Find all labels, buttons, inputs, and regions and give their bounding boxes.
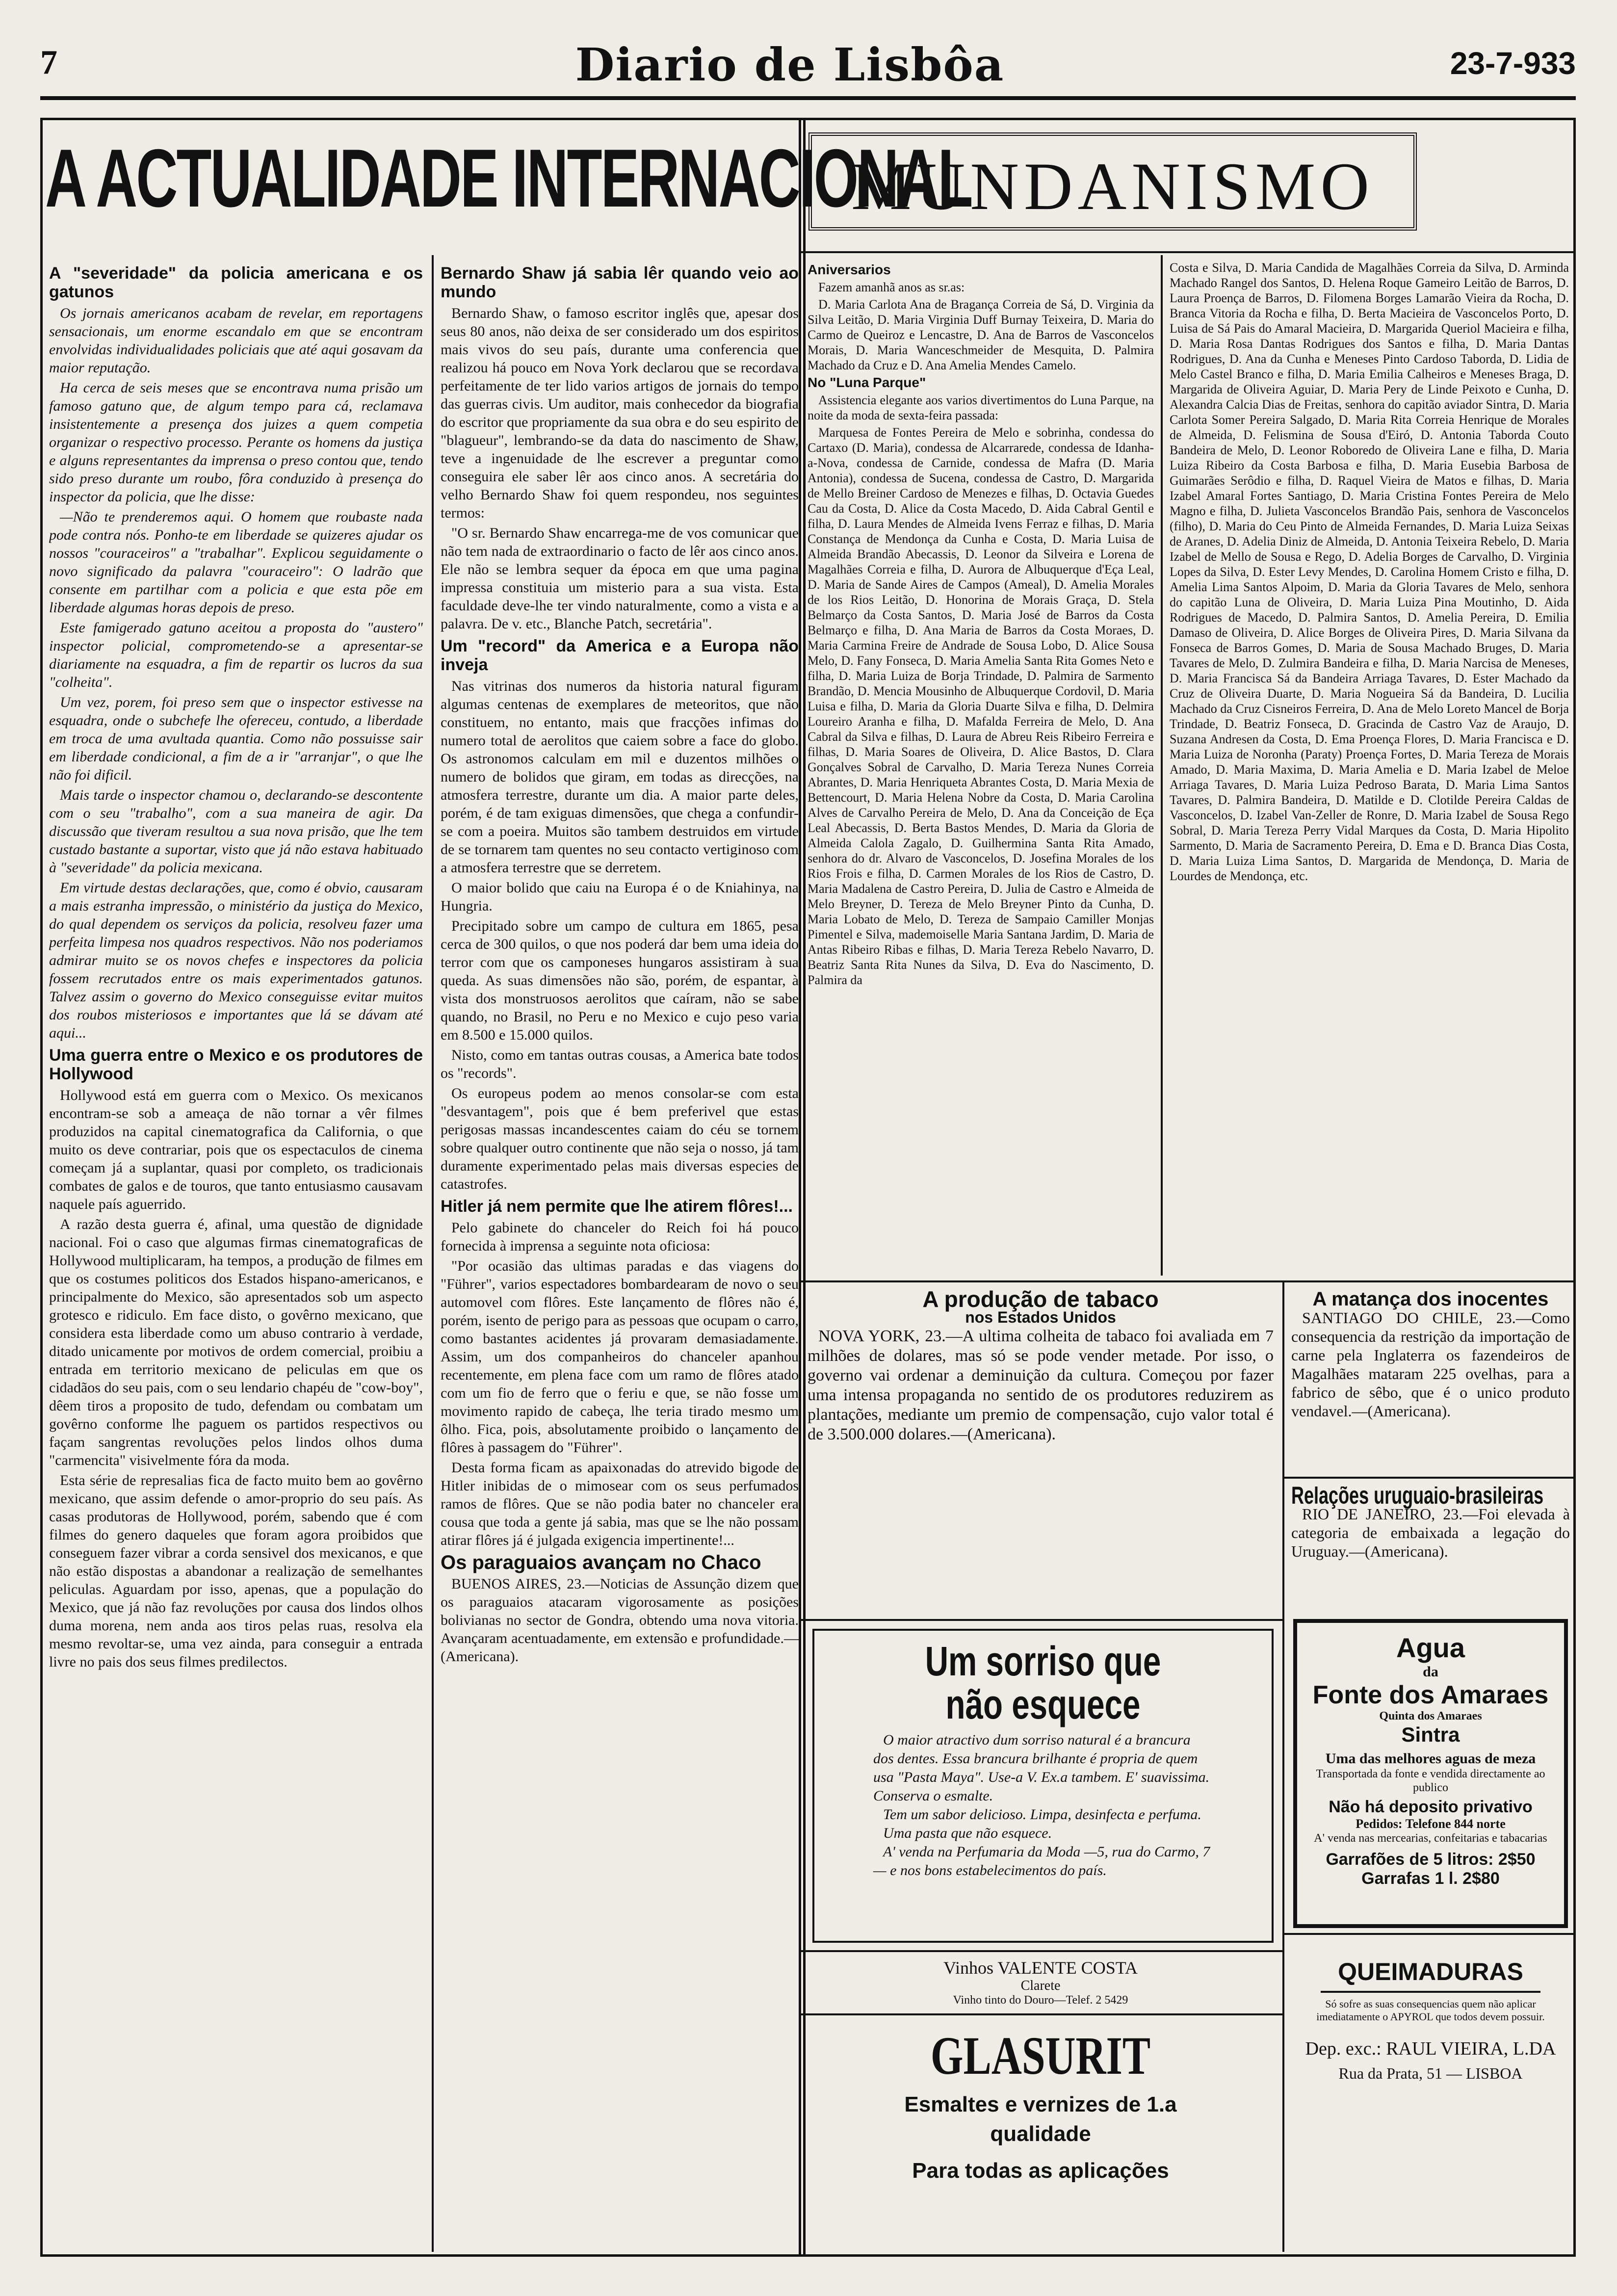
- paragraph: —Não te prenderemos aqui. O homem que roubaste nada pode contra nós. Ponho-te em liberdade se quizeres ajudar os nossos "couraceiros" a "trabalhar". Explicou seguidamente o novo significado da palavra "couraceiro": O ladrão que consente em partilhar com a policia e que esta põe em liberdade algumas horas depois de preso.: [49, 509, 423, 616]
- headline-policia: A "severidade" da policia americana e os gatunos: [49, 264, 423, 301]
- mundanismo-column-1: [808, 260, 1154, 1276]
- ad-valente-line: Vinho tinto do Douro—Telef. 2 5429: [953, 1994, 1128, 2007]
- ad-agua-price: Garrafas 1 l. 2$80: [1361, 1869, 1500, 1888]
- article-relacoes: [1291, 1487, 1570, 1604]
- ad-headline: Um sorriso que não esquece: [925, 1638, 1161, 1727]
- ad-agua-line: da: [1423, 1664, 1438, 1680]
- section-title: A ACTUALIDADE INTERNACIONAL: [45, 132, 972, 224]
- ad-agua-brand: Fonte dos Amaraes: [1312, 1681, 1549, 1709]
- paragraph: Mais tarde o inspector chamou o, declarando-se descontente com o seu "trabalho", com a sua maneira de agir. Da discussão que tiveram resultou a sua nova prisão, que lhe tem custado bastante a suportar, visto que já não estava habituado à "severidade" da policia mexicana.: [49, 787, 423, 876]
- headline-hitler: Hitler já nem permite que lhe atirem flôres!...: [441, 1197, 793, 1216]
- ad-text: O maior atractivo dum sorriso natural é a brancura dos dentes. Essa brancura brilhante é propria de quem usa "Pasta Maya". Use-a V. Ex.a tambem. E' suavissima. Conserva o esmalte.: [873, 1732, 1210, 1804]
- ad-agua-line: Pedidos: Telefone 844 norte: [1356, 1817, 1506, 1831]
- ad-agua-line: Quinta dos Amaraes: [1379, 1710, 1482, 1722]
- ad-pasta-maya: [812, 1629, 1274, 1943]
- paragraph: Um vez, porem, foi preso sem que o inspector estivesse na esquadra, onde o subchefe lhe ofereceu, contudo, a liberdade em troca de uma avultada quantia. Como não possuisse sair em liberdade condicional, a fim de a ir "arranjar", o que lhe não foi dificil.: [49, 694, 423, 783]
- section-divider: [801, 251, 1574, 253]
- ad-agua-line: Agua: [1396, 1632, 1465, 1663]
- page-number: 7: [40, 44, 57, 81]
- column-divider: [1161, 255, 1163, 1276]
- paragraph: Em virtude destas declarações, que, como é obvio, causaram a mais estranha impressão, o ministério da justiça do Mexico, do qual dependem os serviços da policia, resolveu fazer uma perfeita limpesa nos quadros respectivos. Não nos poderiamos admirar muito se os novos chefes e inspectores da policia fossem recrutados entre os mais experimentados gatunos. Talvez assim o governo do Mexico conseguisse evitar muitos dos roubos misteriosos e importantes que lá se dávam até aqui...: [49, 880, 423, 1041]
- ad-agua-line: Sintra: [1401, 1723, 1460, 1746]
- subhead-luna-parque: No "Luna Parque": [808, 375, 926, 390]
- section-divider: [801, 2013, 1284, 2015]
- headline-shaw: Bernardo Shaw já sabia lêr quando veio ao mundo: [441, 264, 799, 301]
- paragraph: Bernardo Shaw, o famoso escritor inglês que, apesar dos seus 80 anos, não deixa de ser considerado um dos espiritos mais vivos do seu país, durante uma conferencia que realizou há pouco em Nova York declarou que se recordava perfeitamente de ter lido varios artigos de jornais do tempo das guerras civis. Um auditor, mais conhecedor da biografia do escritor que propriamente da sua obra e do seu espirito de "blagueur", lembrando-se da data do nascimento de Shaw, teve a ingenuidade de lhe escrever a preguntar como conseguira ele saber lêr aos cinco anos. A secretária do velho Bernardo Shaw foi quem respondeu, nos seguintes termos:: [441, 305, 799, 521]
- paragraph: D. Maria Carlota Ana de Bragança Correia de Sá, D. Virginia da Silva Leitão, D. Maria Virginia Duff Burnay Teixeira, D. Maria do Carmo de Queiroz e Lencastre, D. Ana de Barros de Vasconcelos Morais, D. Maria Wanceschmeider de Mesquita, D. Palmira Machado da Cruz e D. Ana Amelia Mendes Camelo.: [808, 297, 1154, 372]
- paragraph: Pelo gabinete do chanceler do Reich foi há pouco fornecida à imprensa a seguinte nota oficiosa:: [441, 1220, 799, 1254]
- subhead-aniversarios: Aniversarios: [808, 262, 891, 277]
- ad-queimaduras-line: Rua da Prata, 51 — LISBOA: [1338, 2064, 1523, 2082]
- section-divider: [801, 1619, 1284, 1621]
- ad-agua-line: Não há deposito privativo: [1329, 1798, 1533, 1816]
- section-divider: [1284, 1477, 1574, 1479]
- paragraph: "O sr. Bernardo Shaw encarrega-me de vos comunicar que não tem nada de extraordinario o facto de lêr aos cinco anos. Ele não se lembra sequer da época em que uma pagina impressa constituia um misterio para a sua vista. Esta faculdade deve-lhe ter vindo naturalmente, como a vista e a palavra. De v. etc., Blanche Patch, secretária".: [441, 525, 799, 632]
- article-tabaco: [808, 1290, 1274, 1614]
- ad-agua-line: Uma das melhores aguas de meza: [1325, 1750, 1536, 1767]
- ad-text: A' venda na Perfumaria da Moda —5, rua do Carmo, 7— e nos bons estabelecimentos do país.: [873, 1844, 1210, 1879]
- paragraph: SANTIAGO DO CHILE, 23.—Como consequencia da restrição da importação de carne pela Inglaterra os fazendeiros de Magalhães mataram 225 ovelhas, para a fabrico de sêbo, que é o unico produto vendavel.—(Americana).: [1291, 1309, 1570, 1420]
- paragraph: Nas vitrinas dos numeros da historia natural figuram algumas centenas de exemplares de meteoritos, que não constituem, no entanto, mais que fracções infimas do numero total de aerolitos que caiem sobre a face do globo. Os astronomos calculam em mil e duzentos milhões o numero de bolidos que giram, em todas as direcções, na atmosfera terrestre, durante um dia. A maior parte deles, porém, é de tam exiguas dimensões, que chega a confundir-se com a poeira. Muitos são tambem destruidos em virtude de se tornarem tam quentes no seu contacto vertiginoso com a atmosfera terrestre que se derretem.: [441, 678, 799, 876]
- ad-queimaduras-title: QUEIMADURAS: [1338, 1958, 1523, 1985]
- paragraph: Os europeus podem ao menos consolar-se com esta "desvantagem", pois que é bem preferivel que estas perigosas massas incandescentes caiam do céu se tornem sobre qualquer outro continente que não seja o nosso, já tam duramente experimentado pelas mais diversas especies de catastrofes.: [441, 1085, 799, 1192]
- paragraph: Esta série de represalias fica de facto muito bem ao govêrno mexicano, que assim defende o amor-proprio do seu país. As casas produtoras de Hollywood, porém, sabendo que é com filmes do genero daqueles que foram agora proibidos que conseguem fazer vibrar a corda sensivel dos mexicanos, e que não estão dispostas a abandonar a realização de semelhantes peliculas. Aguardam por isso, apenas, que a população do Mexico, que já não faz revoluções por causa dos lindos olhos duma morena, nem anda aos tiros pelas ruas, resolva ela mesmo revoltar-se, uma vez ainda, para conseguir a entrada livre no pais dos seus filmes predilectos.: [49, 1472, 423, 1670]
- paragraph: Assistencia elegante aos varios divertimentos do Luna Parque, na noite da moda de sexta-feira passada:: [808, 393, 1154, 422]
- section-divider: [801, 1280, 1574, 1282]
- article-inocentes: [1291, 1290, 1570, 1487]
- ad-agua-price: Garrafões de 5 litros: 2$50: [1326, 1850, 1536, 1869]
- article-column-2: [441, 260, 799, 2252]
- mundanismo-title: MUNDANISMO: [851, 149, 1375, 224]
- ad-queimaduras: [1291, 1957, 1570, 2154]
- headline-relacoes: Relações uruguaio-brasileiras: [1291, 1487, 1544, 1509]
- issue-date: 23-7-933: [1450, 46, 1576, 81]
- headline-hollywood: Uma guerra entre o Mexico e os produtores de Hollywood: [49, 1046, 423, 1083]
- headline-record: Um "record" da America e a Europa não inveja: [441, 637, 799, 674]
- paragraph: RIO DE JANEIRO, 23.—Foi elevada à categoria de embaixada a legação do Uruguay.—(Americana).: [1291, 1505, 1570, 1560]
- ad-glasurit-line: Para todas as aplicações: [912, 2159, 1169, 2183]
- headline-tabaco: A produção de tabaco: [922, 1290, 1159, 1312]
- paragraph: Costa e Silva, D. Maria Candida de Magalhães Correia da Silva, D. Arminda Machado Rangel dos Santos, D. Helena Roque Gameiro Leitão de Barros, D. Laura Proença de Barros, D. Filomena Borges Lamarão Vieira da Rocha, D. Branca Vitoria da Rocha e filha, D. Berta Macieira de Vasconcelos Porto, D. Luisa de Sá Pais do Amaral Macieira, D. Margarida Queriol Macieira e filha, D. Maria Rosa Dantas Rodrigues dos Santos e filha, D. Maria Dantas Rodrigues, D. Ana da Cunha e Meneses Pinto Cardoso Taborda, D. Lidia de Melo Castel Branco e filha, D. Maria Emilia Calheiros e Meneses Braga, D. Margarida de Oliveira Aguiar, D. Maria Pery de Linde Peixoto e Cunha, D. Alexandra Calcia Dias de Freitas, senhora do capitão aviador Sintra, D. Maria Carlota Somer Pereira Salgado, D. Maria Rita Correia Henrique de Morales de Almeida, D. Felismina de Sousa d'Eiró, D. Antonia Taborda Couto Bandeira de Melo, D. Leonor Roboredo de Oliveira Lane e filha, D. Maria Luiza Ribeiro da Costa Barbosa e filha, D. Maria Eusebia Barbosa de Guimarães Serôdio e filha, D. Raquel Vieira de Matos e filhas, D. Maria Izabel Amaral Fortes Santiago, D. Maria Cristina Fontes Pereira de Melo Magno e filha, D. Julieta Vasconcelos Brandão Pais, senhora de Vasconcelos (filho), D. Maria do Ceu Pinto de Almeida Fernandes, D. Maria Luiza Seixas de Aranes, D. Adelia Diniz de Almeida, D. Antonia Teixeira Rebelo, D. Maria Izabel de Mello de Sousa e Rego, D. Adelia Borges de Carvalho, D. Virginia Lopes da Silva, D. Ester Levy Mendes, D. Carolina Homem Cristo e filha, D. Amelia Lima Santos Alpoim, D. Maria da Gloria Tavares de Melo, senhora do capitão Luna de Oliveira, D. Maria Luiza Pina Moutinho, D. Aida Rodrigues de Macedo, D. Palmira Santos, D. Amelia Pereira, D. Emilia Damaso de Oliveira, D. Alice Borges de Oliveira Pires, D. Maria Silvana da Fonseca de Barros Gomes, D. Maria de Sousa Machado Bruges, D. Maria Tavares de Melo, D. Zulmira Bandeira e filha, D. Maria Narcisa de Meneses, D. Maria Francisca Sá da Bandeira Arriaga Tavares, D. Ester Machado da Cruz de Oliveira Duarte, D. Maria Nogueira Sá da Bandeira, D. Lucilia Machado da Cruz Cisneiros Ferreira, D. Ana de Melo Loreto Mancel de Borja Trindade, D. Beatriz Fonseca, D. Gracinda de Castro Vaz de Araujo, D. Suzana Andresen da Costa, D. Ema Proença Flores, D. Maria Francisca e D. Maria Luiza de Noronha (Paraty) Proença Fortes, D. Maria Tereza de Morais Amado, D. Maria Maxima, D. Maria Amelia e D. Maria Izabel de Meloe Arriaga Tavares, D. Maria Luiza Pedroso Barata, D. Maria Lima Santos Tavares, D. Palmira Bandeira, D. Matilde e D. Clotilde Pereira Caldas de Vasconcelos, D. Izabel Van-Zeller de Ronre, D. Maria Izabel de Sousa Rego Sobral, D. Maria Tereza Perry Vidal Marques da Costa, D. Maria Hipolito Sarmento, D. Maria de Sacramento Pereira, D. Ema e D. Branca Dias Costa, D. Maria Luiza Lima Santos, D. Margarida de Mendonça, D. Maria de Lourdes de Mendonça, etc.: [1170, 261, 1569, 883]
- ad-valente-costa: [808, 1957, 1274, 2007]
- paragraph: Os jornais americanos acabam de revelar, em reportagens sensacionais, um enorme escandalo em que se encontram envolvidas individualidades policiais que até aqui gosavam da maior reputação.: [49, 305, 423, 376]
- paragraph: Fazem amanhã anos as sr.as:: [818, 280, 965, 294]
- ad-glasurit: [808, 2021, 1274, 2247]
- ad-text: Uma pasta que não esquece.: [883, 1825, 1052, 1841]
- paragraph: BUENOS AIRES, 23.—Noticias de Assunção dizem que os paraguaios atacaram vigorosamente as posições bolivianas no sector de Gondra, obtendo uma nova vitoria. Avançaram acentuadamente, em extensão e profundidade.—(Americana).: [441, 1576, 799, 1665]
- mundanismo-column-2: [1170, 260, 1569, 1276]
- paragraph: O maior bolido que caiu na Europa é o de Kniahinya, na Hungria.: [441, 880, 799, 914]
- paragraph: A razão desta guerra é, afinal, uma questão de dignidade nacional. Foi o caso que algumas firmas cinematograficas de Hollywood multiplicaram, ha tempos, a produção de filmes em que os costumes politicos dos Estados hispano-americanos, e principalmente do Mexico, são apresentados sob um aspecto grotesco e ridiculo. Em face disto, o govêrno mexicano, que considera esta liberdade como um abuso contrario à verdade, ditado unicamente por motivos de ordem comercial, proibiu a entrada em territorio mexicano de peliculas em que os cidadãos do seu pais, com o seu lendario chapéu de "cow-boy", dêem tiros a proposito de tudo, defendam ou combatam um govêrno conforme lhe paguem os partidos respectivos ou façam sangrentas revoluções pelos lindos olhos duma "carmencita" visivelmente fóra da moda.: [49, 1216, 423, 1468]
- ad-agua-frame: [1293, 1619, 1568, 1928]
- subheadline-tabaco: nos Estados Unidos: [965, 1308, 1116, 1326]
- paragraph: Ha cerca de seis meses que se encontrava numa prisão um famoso gatuno que, de algum tempo para cá, reclamava insistentemente a presença dos juizes a quem competia organizar o respectivo processo. Perante os homens da justiça e alguns representantes da imprensa o preso contou que, tendo sido preso durante um roubo, fôra conduzido à presença do inspector da policia, que lhe disse:: [49, 380, 423, 505]
- ad-glasurit-line: Esmaltes e vernizes de 1.a qualidade: [904, 2092, 1177, 2146]
- ad-text: Tem um sabor delicioso. Limpa, desinfecta e perfuma.: [883, 1806, 1201, 1823]
- newspaper-title: Diario de Lisbôa: [575, 38, 1005, 91]
- paragraph: Este famigerado gatuno aceitou a proposta do "austero" inspector policial, comprometendo-se a apresentar-se diariamente na esquadra, a fim de repartir os lucros da sua "colheita".: [49, 620, 423, 690]
- column-divider: [432, 255, 434, 2252]
- ad-agua-line: Transportada da fonte e vendida directamente ao publico: [1316, 1768, 1545, 1794]
- paragraph: Hollywood está em guerra com o Mexico. Os mexicanos encontram-se sob a ameaça de não tornar a vêr filmes produzidos na capital cinematografica da California, o que muito os deve contrariar, pois que os espectaculos de cinema começam já a suplantar, quasi por completo, os tradicionais combates de galos e de touros, que tanto entusiasmo causavam naquele país aguerrido.: [49, 1087, 423, 1212]
- ad-valente-line: Vinhos VALENTE COSTA: [943, 1958, 1138, 1978]
- ad-queimaduras-line: Só sofre as suas consequencias quem não aplicar imediatamente o APYROL que todos devem possuir.: [1316, 1998, 1545, 2023]
- paragraph: Precipitado sobre um campo de cultura em 1865, pesa cerca de 300 quilos, o que nos poderá dar bem uma ideia do terror com que os camponeses hungaros assistiram à sua queda. As suas dimensões não são, porém, de espantar, à vista dos monstruosos aerolitos que caíram, não se sabe quando, no Brasil, no Peru e no Mexico e cujo peso varia em 8.500 e 15.000 quilos.: [441, 918, 799, 1043]
- column-divider: [1282, 1282, 1284, 2252]
- article-column-1: [49, 260, 423, 2252]
- paragraph: NOVA YORK, 23.—A ultima colheita de tabaco foi avaliada em 7 milhões de dolares, mas só se pode vender metade. Por isso, o governo vai ordenar a deminuição da cultura. Começou por fazer uma intensa propaganda no sentido de os produtores reduzirem as plantações, mediante um premio de compensação, cujo valor total é de 3.500.000 dolares.—(Americana).: [808, 1327, 1274, 1443]
- headline-inocentes: A matança dos inocentes: [1312, 1290, 1549, 1310]
- paragraph: Desta forma ficam as apaixonadas do atrevido bigode de Hitler inibidas de o mimosear com os seus perfumados ramos de flôres. Que se não podia bater no chanceler era cousa que toda a gente já sabia, mas que se lhe não possam atirar flôres já é julgada exigencia impertinente!...: [441, 1460, 799, 1548]
- paragraph: Nisto, como em tantas outras cousas, a America bate todos os "records".: [441, 1047, 799, 1081]
- ad-queimaduras-line: Dep. exc.: RAUL VIEIRA, L.DA: [1305, 2038, 1556, 2059]
- ad-valente-line: Clarete: [1020, 1978, 1061, 1993]
- headline-chaco: Os paraguaios avançam no Chaco: [441, 1552, 761, 1573]
- paragraph: Marquesa de Fontes Pereira de Melo e sobrinha, condessa do Cartaxo (D. Maria), condessa de Alcarrarede, condessa de Idanha-a-Nova, condessa de Carnide, condessa de Mafra (D. Maria Antonia), condessa de Sucena, condessa de Castro, D. Margarida de Mello Breiner Cardoso de Menezes e filhas, D. Octavia Guedes Cau da Costa, D. Alice da Costa Macedo, D. Aida Cabral Gentil e filha, D. Laura Mendes de Almeida Ivens Ferraz e filhas, D. Maria Constança de Mendonça da Cunha e Costa, D. Maria Luisa de Almeida Brandão Abecassis, D. Leonor da Silveira e Lorena de Magalhães Correia e filha, D. Aurora de Albuquerque d'Eça Leal, D. Maria de Sande Aires de Campos (Ameal), D. Amelia Morales de los Rios Leitão, D. Honorina de Morais Graça, D. Stela Belmarço da Costa Santos, D. Maria José de Barros da Costa Belmarço e filha, D. Ana Maria de Barros da Costa Moraes, D. Maria Carmina Freire de Andrade de Sousa Lobo, D. Alice Sousa Melo, D. Fany Fonseca, D. Maria Amelia Santa Rita Gomes Neto e filha, D. Maria Luiza de Borja Trindade, D. Palmira de Sarmento Brandão, D. Mencia Mousinho de Albuquerque Cordovil, D. Maria Luisa e filha, D. Maria da Gloria Duarte Silva e filha, D. Delmira Loureiro Aranha e filha, D. Mafalda Ferreira de Melo, D. Ana Cabral da Silva e filhas, D. Laura de Abreu Reis Ribeiro Ferreira e filhas, D. Maria Soares de Oliveira, D. Alice Bastos, D. Clara Gonçalves Sobral de Carvalho, D. Maria Tereza Nunes Correia Abrantes, D. Maria Henriqueta Abrantes Costa, D. Maria Mexia de Bettencourt, D. Maria Helena Nobre da Costa, D. Maria Carolina Alves de Carvalho Pereira de Melo, D. Ana da Conceição de Eça Leal Abecassis, D. Berta Bastos Mendes, D. Maria da Gloria de Almeida Calola Zagalo, D. Guilhermina Santa Rita Amado, senhora do dr. Alvaro de Vasconcelos, D. Josefina Morales de los Rios Frois e filha, D. Carmen Morales de los Rios de Castro, D. Maria Madalena de Castro Pereira, D. Julia de Castro e Almeida de Melo Breyner, D. Tereza de Melo Breyner Pinto da Cunha, D. Maria Lobato de Melo, D. Tereza de Sampaio Camiller Monjas Pimentel e Silva, mademoiselle Maria Santana Jardim, D. Maria de Antas Ribeiro Ribas e filhas, D. Maria Tereza Rebelo Navarro, D. Beatriz Santa Rita Nunes da Silva, D. Eva do Nascimento, D. Palmira da: [808, 425, 1154, 987]
- section-divider: [801, 1950, 1284, 1952]
- masthead-rule: [40, 96, 1576, 100]
- ad-glasurit-brand: GLASURIT: [930, 2026, 1151, 2086]
- ad-agua-line: A' venda nas mercearias, confeitarias e tabacarias: [1314, 1832, 1547, 1845]
- section-divider: [1284, 1933, 1574, 1935]
- paragraph: "Por ocasião das ultimas paradas e das viagens do "Führer", varios espectadores bombardearam de novo o seu automovel com flôres. Este lançamento de flôres não é, porém, isento de perigo para as pessoas que ocupam o carro, como bastantes acidentes já provaram demasiadamente. Assim, um dos companheiros do chanceler apanhou recentemente, em plena face com um ramo de flôres atado com um fio de ferro que o feriu e que, se não fosse um movimento rapido de cabeça, lhe teria tirado mesmo um ôlho. Fica, pois, absolutamente proibido o lançamento de flôres à passagem do "Führer".: [441, 1258, 799, 1456]
